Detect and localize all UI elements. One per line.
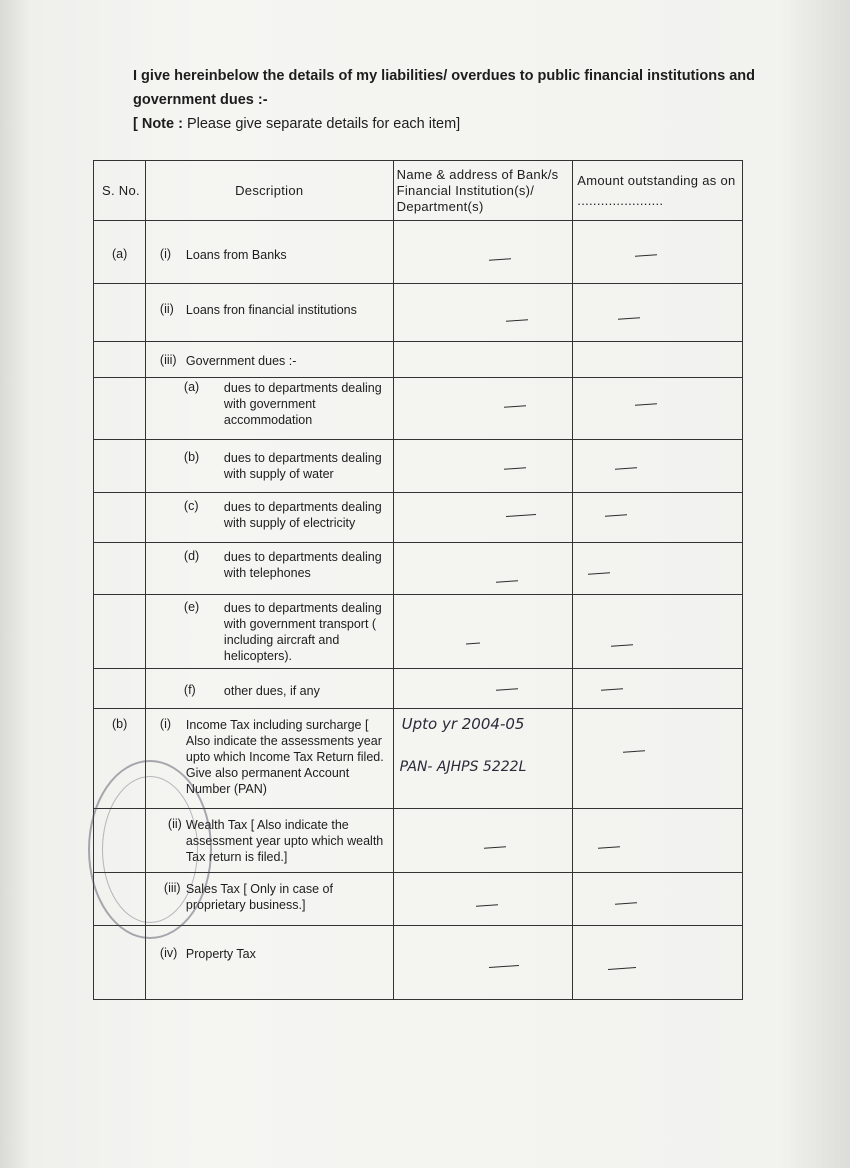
- desc-cell: [145, 284, 393, 342]
- empty-sno-cell: [94, 543, 146, 595]
- blank-dash: [635, 254, 657, 257]
- table-row: [94, 440, 743, 493]
- desc-cell: [145, 440, 393, 493]
- blank-dash: [605, 514, 627, 517]
- blank-dash: [623, 750, 645, 753]
- amount-cell: [573, 709, 743, 809]
- blank-dash: [588, 572, 610, 575]
- bank-cell: [393, 342, 573, 378]
- table-row: [94, 221, 743, 284]
- item-text: Wealth Tax [ Also indicate the assessment year upto which wealth Tax return is filed.]: [185, 818, 384, 864]
- blank-dash: [618, 317, 640, 320]
- amount-cell: [573, 543, 743, 595]
- bank-cell: [393, 926, 573, 1000]
- bank-cell: [393, 873, 573, 926]
- bank-cell: [393, 709, 573, 809]
- table-row: [94, 543, 743, 595]
- item-number: (c): [183, 499, 199, 513]
- bank-cell: [393, 440, 573, 493]
- empty-sno-cell: [94, 595, 146, 669]
- desc-cell: [145, 809, 393, 873]
- blank-dash: [504, 467, 526, 470]
- item-text: Loans from Banks: [185, 248, 287, 262]
- liabilities-table: [93, 160, 743, 1000]
- item-text: dues to departments dealing with telephones: [223, 550, 382, 580]
- item-text: dues to departments dealing with government transport ( including aircraft and helicopters).: [223, 601, 382, 663]
- item-text: dues to departments dealing with supply of water: [223, 451, 382, 481]
- blank-dash: [608, 967, 636, 970]
- table-row: [94, 595, 743, 669]
- handwritten-year: Upto yr 2004-05: [401, 715, 525, 733]
- amount-cell: [573, 669, 743, 709]
- intro-statement: I give hereinbelow the details of my liabilities/ overdues to public financial institutions and government dues :-: [133, 68, 755, 108]
- desc-cell: [145, 595, 393, 669]
- desc-cell: [145, 926, 393, 1000]
- item-text: dues to departments dealing with government accommodation: [223, 381, 382, 427]
- table-row: [94, 926, 743, 1000]
- item-text: Government dues :-: [185, 354, 297, 368]
- desc-cell: [145, 493, 393, 543]
- bank-cell: [393, 378, 573, 440]
- amount-cell: [573, 809, 743, 873]
- blank-dash: [506, 514, 536, 517]
- table-row: [94, 709, 743, 809]
- table-row: [94, 493, 743, 543]
- empty-sno-cell: [94, 873, 146, 926]
- blank-dash: [615, 902, 637, 905]
- bank-cell: [393, 809, 573, 873]
- blank-dash: [489, 258, 511, 261]
- amount-cell: [573, 440, 743, 493]
- amount-cell: [573, 221, 743, 284]
- amount-cell: [573, 284, 743, 342]
- item-number: (ii): [167, 817, 182, 831]
- row-label-b: (b): [94, 709, 146, 809]
- item-text: Sales Tax [ Only in case of proprietary business.]: [185, 882, 333, 912]
- item-number: (ii): [159, 302, 174, 316]
- blank-dash: [615, 467, 637, 470]
- item-number: (i): [159, 247, 172, 261]
- blank-dash: [476, 904, 498, 907]
- table-row: [94, 873, 743, 926]
- empty-sno-cell: [94, 284, 146, 342]
- blank-dash: [506, 319, 528, 322]
- amount-cell: [573, 926, 743, 1000]
- item-number: (iii): [163, 881, 181, 895]
- item-number: (f): [183, 683, 196, 697]
- table-row: [94, 342, 743, 378]
- bank-cell: [393, 669, 573, 709]
- blank-dash: [484, 846, 506, 849]
- blank-dash: [611, 644, 633, 647]
- item-number: (iii): [159, 353, 177, 367]
- item-number: (e): [183, 600, 200, 614]
- note-line: [133, 116, 460, 132]
- item-number: (d): [183, 549, 200, 563]
- amount-cell: [573, 873, 743, 926]
- item-text: Loans fron financial institutions: [185, 303, 357, 317]
- item-number: (b): [183, 450, 200, 464]
- amount-cell: [573, 493, 743, 543]
- item-number: (iv): [159, 946, 178, 960]
- header-description: Description: [145, 161, 393, 221]
- empty-sno-cell: [94, 926, 146, 1000]
- blank-dash: [466, 643, 480, 645]
- empty-sno-cell: [94, 440, 146, 493]
- empty-sno-cell: [94, 669, 146, 709]
- blank-dash: [504, 405, 526, 408]
- empty-sno-cell: [94, 809, 146, 873]
- empty-sno-cell: [94, 378, 146, 440]
- header-sno: S. No.: [94, 161, 146, 221]
- handwritten-pan: PAN- AJHPS 5222L: [399, 759, 527, 775]
- desc-cell: [145, 543, 393, 595]
- blank-dash: [598, 846, 620, 849]
- note-text: Please give separate details for each item]: [182, 116, 461, 132]
- empty-sno-cell: [94, 493, 146, 543]
- blank-dash: [601, 688, 623, 691]
- bank-cell: [393, 595, 573, 669]
- table-row: [94, 378, 743, 440]
- item-text: dues to departments dealing with supply of electricity: [223, 500, 382, 530]
- blank-dash: [496, 580, 518, 583]
- desc-cell: [145, 873, 393, 926]
- desc-cell: [145, 669, 393, 709]
- amount-cell: [573, 378, 743, 440]
- desc-cell: [145, 342, 393, 378]
- item-number: (a): [183, 380, 200, 394]
- row-label-a: (a): [94, 221, 146, 284]
- note-label: [ Note :: [133, 116, 183, 132]
- bank-cell: [393, 221, 573, 284]
- header-amount: Amount outstanding as on ......................: [573, 161, 743, 221]
- desc-cell: [145, 378, 393, 440]
- table-row: [94, 809, 743, 873]
- amount-cell: [573, 595, 743, 669]
- blank-dash: [489, 965, 519, 968]
- header-row: [94, 161, 743, 221]
- bank-cell: [393, 493, 573, 543]
- amount-cell: [573, 342, 743, 378]
- bank-cell: [393, 543, 573, 595]
- item-number: (i): [159, 717, 172, 731]
- bank-cell: [393, 284, 573, 342]
- header-bank: Name & address of Bank/s Financial Institution(s)/ Department(s): [393, 161, 573, 221]
- empty-sno-cell: [94, 342, 146, 378]
- item-text: Income Tax including surcharge [ Also indicate the assessments year upto which Income Tax Return filed. Give also permanent Account Number (PAN): [185, 718, 384, 796]
- table-row: [94, 669, 743, 709]
- blank-dash: [496, 688, 518, 691]
- item-text: other dues, if any: [223, 684, 320, 698]
- desc-cell: [145, 221, 393, 284]
- item-text: Property Tax: [185, 947, 256, 961]
- blank-dash: [635, 403, 657, 406]
- table-row: [94, 284, 743, 342]
- desc-cell: [145, 709, 393, 809]
